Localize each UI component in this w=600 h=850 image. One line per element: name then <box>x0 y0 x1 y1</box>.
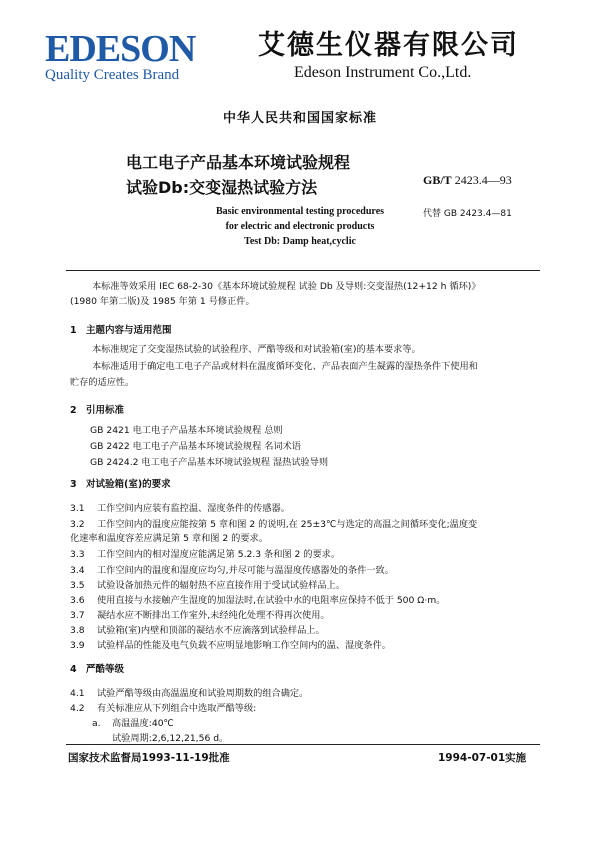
sub-item-label: a. <box>92 718 101 729</box>
english-title-line1: Basic environmental testing procedures <box>215 206 385 217</box>
section-1-heading <box>70 322 172 336</box>
logo-wordmark: EDESON <box>45 28 196 70</box>
intro-line1: 本标准等效采用 IEC 68-2-30《基本环境试验规程 试验 Db 及导则:交变湿热(12+12 h 循环)》 <box>92 281 481 292</box>
issued-by: 国家技术监督局1993-11-19批准 <box>68 752 230 764</box>
national-standard-label: 中华人民共和国国家标准 <box>222 111 377 126</box>
section-4-heading <box>70 661 124 675</box>
english-title-line3: Test Db: Damp heat,cyclic <box>244 236 356 247</box>
standard-number-rest: 2423.4—93 <box>454 173 512 187</box>
sub-item-a <box>92 715 174 729</box>
edeson-logo <box>45 30 225 84</box>
clause-item: 3.3 工作空间内的相对湿度应能满足第 5.2.3 条和图 2 的要求。 <box>70 549 341 560</box>
clause-item: 3.1 工作空间内应装有监控温、湿度条件的传感器。 <box>70 503 290 514</box>
standard-title-line2: 试验Db:交变湿热试验方法 <box>126 178 318 197</box>
reference-item: GB 2424.2 电工电子产品基本环境试验规程 湿热试验导则 <box>90 457 329 468</box>
reference-item: GB 2421 电工电子产品基本环境试验规程 总则 <box>90 425 283 436</box>
section-4-title: 严酷等级 <box>86 664 125 675</box>
section-1-title: 主题内容与适用范围 <box>86 325 172 336</box>
sub-item-line2: 试验周期:2,6,12,21,56 d。 <box>112 733 229 744</box>
standard-title-line1: 电工电子产品基本环境试验规程 <box>126 153 351 172</box>
intro-line2: (1980 年第二版)及 1985 年第 1 号修正件。 <box>70 296 255 307</box>
effective-date: 1994-07-01实施 <box>438 752 527 764</box>
section-1-para2-line2: 贮存的适应性。 <box>70 377 135 388</box>
logo-tagline: Quality Creates Brand <box>45 67 180 83</box>
standard-number-prefix: GB/T <box>423 173 452 187</box>
section-1-para2-line1: 本标准适用于确定电工电子产品或材料在温度循环变化、产品表面产生凝露的湿热条件下使用和 <box>92 361 478 372</box>
clause-item: 3.6 使用直接与水接触产生湿度的加湿法时,在试验中水的电阻率应保持不低于 500 Ω·m。 <box>70 595 446 606</box>
section-3-heading <box>70 476 171 490</box>
clause-item: 3.8 试验箱(室)内壁和顶部的凝结水不应滴落到试验样品上。 <box>70 625 325 636</box>
section-1-number: 1 <box>70 325 77 336</box>
section-2-title: 引用标准 <box>86 405 125 416</box>
section-4-number: 4 <box>70 664 77 675</box>
header-divider <box>66 270 540 271</box>
clause-item: 3.9 试验样品的性能及电气负载不应明显地影响工作空间内的温、湿度条件。 <box>70 640 391 651</box>
company-name-en: Edeson Instrument Co.,Ltd. <box>294 64 472 81</box>
sub-item-line1: 高温温度:40℃ <box>112 718 174 729</box>
clause-item: 4.2 有关标准应从下列组合中选取严酷等级: <box>70 703 257 714</box>
section-3-title: 对试验箱(室)的要求 <box>86 479 171 490</box>
section-2-number: 2 <box>70 405 77 416</box>
english-title-line2: for electric and electronic products <box>225 221 375 232</box>
footer-divider <box>66 744 540 745</box>
section-3-number: 3 <box>70 479 77 490</box>
replaces-note: 代替 GB 2423.4—81 <box>423 209 512 219</box>
standard-number <box>423 173 512 188</box>
section-2-heading <box>70 402 124 416</box>
clause-item: 3.4 工作空间内的温度和湿度应均匀,并尽可能与温湿度传感器处的条件一致。 <box>70 565 394 576</box>
clause-item: 3.5 试验设备加热元件的辐射热不应直接作用于受试试验样品上。 <box>70 580 346 591</box>
clause-item: 3.7 凝结水应不断排出工作室外,未经纯化处理不得再次使用。 <box>70 610 330 621</box>
section-1-para1: 本标准规定了交变湿热试验的试验程序、严酷等级和对试验箱(室)的基本要求等。 <box>92 344 421 355</box>
reference-item: GB 2422 电工电子产品基本环境试验规程 名词术语 <box>90 441 301 452</box>
company-name-cn: 艾德生仪器有限公司 <box>258 30 519 61</box>
clause-item: 3.2 工作空间内的温度应能按第 5 章和图 2 的说明,在 25±3℃与选定的高温之间循环变化;温度变 <box>70 519 478 530</box>
clause-item: 4.1 试验严酷等级由高温温度和试验周期数的组合确定。 <box>70 688 309 699</box>
clause-item-continued: 化速率和温度容差应满足第 5 章和图 2 的要求。 <box>70 533 268 544</box>
